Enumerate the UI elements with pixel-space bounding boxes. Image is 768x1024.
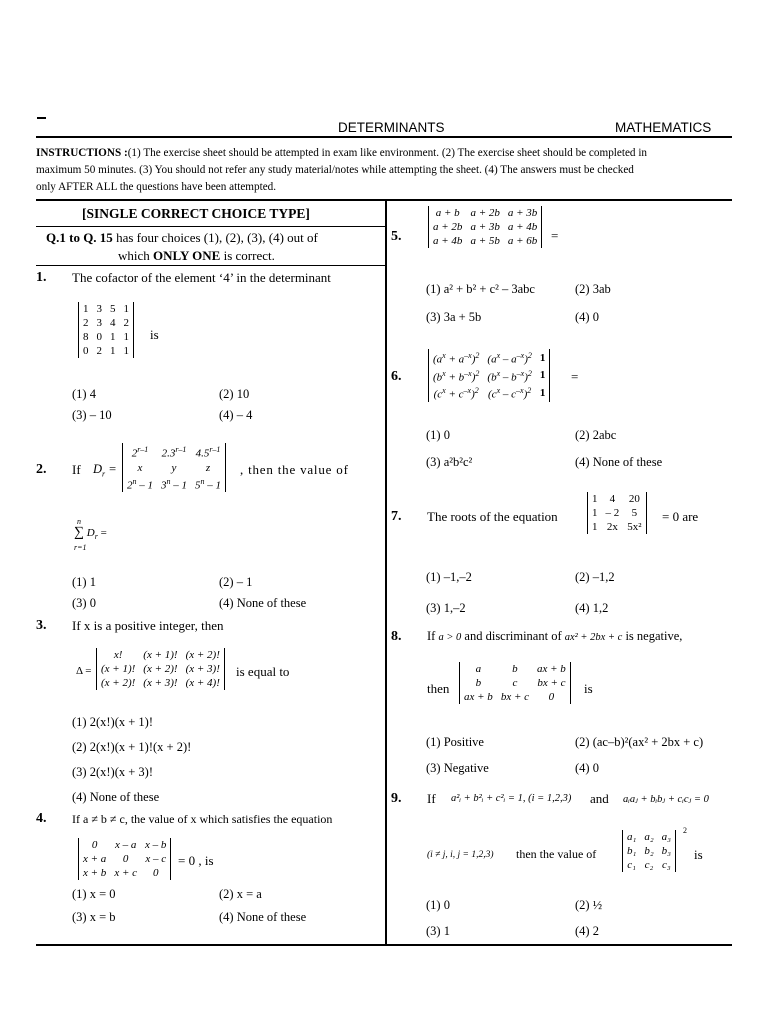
q7-suffix: = 0 are: [662, 509, 699, 524]
matrix-cell: a₃: [661, 831, 671, 843]
matrix-cell: 1: [110, 345, 116, 357]
q4-number: 4.: [36, 811, 47, 826]
q6-suffix: =: [571, 369, 579, 384]
q9-number: 9.: [391, 791, 402, 806]
matrix-cell: a: [475, 663, 482, 675]
q3-text: If x is a positive integer, then: [72, 618, 224, 633]
q3-suffix: is equal to: [236, 664, 290, 679]
matrix-cell: 1: [123, 331, 129, 343]
q8-suffix: is: [584, 681, 593, 696]
matrix-cell: 2$^n$ – 1: [127, 476, 153, 492]
matrix-cell: x + c: [114, 867, 137, 879]
matrix-cell: ax + b: [537, 663, 566, 675]
q7-text: The roots of the equation: [427, 509, 558, 524]
matrix-cell: 1: [123, 303, 129, 315]
matrix-cell: 5: [631, 507, 638, 519]
matrix-cell: z: [205, 461, 211, 474]
header-subject: MATHEMATICS: [615, 120, 712, 135]
q8-option-4[interactable]: (4) 0: [575, 761, 599, 775]
q9-text: then the value of: [516, 847, 597, 861]
q2-option-1[interactable]: (1) 1: [72, 575, 96, 589]
q9-and: and: [590, 791, 609, 806]
page-bottom-rule: [36, 944, 732, 946]
matrix-cell: bx + c: [537, 677, 566, 689]
matrix-cell: 1: [592, 507, 598, 519]
q7-option-2[interactable]: (2) –1,2: [575, 570, 615, 584]
matrix-cell: 8: [83, 331, 89, 343]
q3-option-3[interactable]: (3) 2(x!)(x + 3)!: [72, 765, 153, 779]
q9-condition-2: aᵢaⱼ + bᵢbⱼ + cᵢcⱼ = 0: [623, 794, 709, 805]
matrix-cell: (x + 2)!: [143, 663, 178, 675]
q2-determinant: [122, 443, 226, 492]
q8-option-1[interactable]: (1) Positive: [426, 735, 484, 749]
matrix-cell: y: [171, 461, 177, 474]
matrix-cell: b₃: [661, 845, 671, 857]
matrix-cell: a₂: [644, 831, 654, 843]
header-topic: DETERMINANTS: [338, 120, 445, 135]
matrix-cell: (x + 3)!: [143, 677, 178, 689]
matrix-cell: bx + c: [500, 691, 529, 703]
matrix-cell: 1: [83, 303, 89, 315]
matrix-cell: 2$^{r-1}$: [131, 445, 149, 460]
q8-then: then: [427, 681, 450, 696]
column-divider: [385, 199, 387, 944]
q9-condition-1: a²ᵢ + b²ᵢ + c²ᵢ = 1, (i = 1,2,3): [451, 793, 572, 804]
matrix-cell: x – c: [145, 853, 167, 865]
matrix-cell: (x + 1)!: [143, 649, 178, 661]
q3-option-1[interactable]: (1) 2(x!)(x + 1)!: [72, 715, 153, 729]
matrix-cell: 0: [548, 691, 555, 703]
q4-suffix: = 0 , is: [178, 853, 214, 868]
matrix-cell: a + 6b: [507, 235, 538, 247]
q9-option-2[interactable]: (2) ½: [575, 898, 603, 912]
section-top-rule: [36, 199, 732, 201]
matrix-cell: – 2: [605, 507, 620, 519]
matrix-cell: 4: [609, 493, 616, 505]
q4-option-2[interactable]: (2) x = a: [219, 887, 262, 901]
matrix-cell: a + 3b: [507, 207, 538, 219]
q2-sum: n ∑ $D_r$ = r=1: [74, 517, 107, 553]
q6-determinant: $(a^x + a^{-x})^2$ $(a^x - a^{-x})^2$ 1 $(b^x + b^{-x})^2$ $(b^x - b^{-x})^2$ 1 $(c^x + c^{-x})^2$ $(c^x - c^{-x})^2$ 1: [428, 349, 550, 402]
matrix-cell: c: [512, 677, 518, 689]
matrix-cell: a + 2b: [470, 207, 500, 219]
q9-option-3[interactable]: (3) 1: [426, 924, 450, 938]
q4-option-1[interactable]: (1) x = 0: [72, 887, 116, 901]
q1-determinant: [78, 302, 134, 358]
matrix-cell: x – b: [145, 839, 167, 851]
q2-option-2[interactable]: (2) – 1: [219, 575, 253, 589]
q9-suffix: is: [694, 847, 703, 862]
matrix-cell: x – a: [114, 839, 137, 851]
matrix-cell: 5x²: [627, 521, 642, 533]
q7-option-4[interactable]: (4) 1,2: [575, 601, 609, 615]
matrix-cell: 0: [91, 839, 98, 851]
q9-determinant: [622, 830, 676, 872]
matrix-cell: b₂: [644, 845, 654, 857]
matrix-cell: 2.3$^{r-1}$: [161, 445, 187, 460]
q2-number: 2.: [36, 462, 47, 477]
matrix-cell: 0: [96, 331, 102, 343]
matrix-cell: x!: [113, 649, 123, 661]
q2-lhs: $D_r$ =: [93, 462, 117, 479]
matrix-cell: 0: [122, 853, 129, 865]
q4-option-3[interactable]: (3) x = b: [72, 910, 116, 924]
matrix-cell: 4.5$^{r-1}$: [195, 445, 221, 460]
matrix-cell: 20: [628, 493, 640, 505]
instructions: INSTRUCTIONS :(1) The exercise sheet should be attempted in exam like environment. (2) The exercise sheet should be completed in maximum 50 minutes. (3) You should not refer any study material/notes while attempting the sheet. (4) The answers must be checked only AFTER ALL the questions have been attempted.: [36, 147, 648, 193]
matrix-cell: ax + b: [464, 691, 493, 703]
q5-option-3[interactable]: (3) 3a + 5b: [426, 310, 482, 324]
instructions-label: INSTRUCTIONS :: [36, 147, 128, 159]
matrix-cell: a + 4b: [433, 235, 463, 247]
q7-determinant: [587, 492, 647, 534]
header-rule: [36, 136, 732, 138]
matrix-cell: 1: [592, 521, 598, 533]
q3-determinant: [96, 648, 225, 690]
q4-determinant: [78, 838, 171, 880]
matrix-cell: (x + 2)!: [101, 677, 136, 689]
q6-option-3[interactable]: (3) a²b²c²: [426, 455, 473, 469]
q6-number: 6.: [391, 369, 402, 384]
q1-text: The cofactor of the element ‘4’ in the determinant: [72, 270, 331, 285]
q5-number: 5.: [391, 229, 402, 244]
q5-option-2[interactable]: (2) 3ab: [575, 282, 611, 296]
matrix-cell: (x + 2)!: [185, 649, 220, 661]
q8-number: 8.: [391, 629, 402, 644]
q4-option-4[interactable]: (4) None of these: [219, 910, 307, 924]
section-title-rule: [36, 226, 386, 227]
matrix-cell: 3: [96, 303, 102, 315]
q4-text: If a ≠ b ≠ c, the value of x which satisfies the equation: [72, 812, 333, 826]
corner-mark: [37, 117, 46, 119]
q1-option-1[interactable]: (1) 4: [72, 387, 96, 401]
q8-determinant: [459, 662, 571, 704]
q1-option-4[interactable]: (4) – 4: [219, 408, 253, 422]
matrix-cell: a₁: [627, 831, 637, 843]
section-note-rule: [36, 265, 386, 266]
q9-exponent: 2: [683, 826, 687, 835]
matrix-cell: 5: [110, 303, 116, 315]
matrix-cell: (x + 4)!: [185, 677, 220, 689]
q8-option-2[interactable]: (2) (ac–b)²(ax² + 2bx + c): [575, 735, 704, 749]
q9-condition-3: (i ≠ j, i, j = 1,2,3): [427, 850, 494, 860]
matrix-cell: 3$^n$ – 1: [161, 476, 187, 492]
matrix-cell: 2: [96, 345, 102, 357]
q6-option-1[interactable]: (1) 0: [426, 428, 450, 442]
matrix-cell: 0: [152, 867, 159, 879]
q5-suffix: =: [551, 228, 559, 243]
matrix-cell: x: [137, 461, 143, 474]
section-note-line1: Q.1 to Q. 15 has four choices (1), (2), (3), (4) out of: [46, 230, 318, 245]
matrix-cell: (x + 1)!: [101, 663, 136, 675]
q2-text-after: , then the value of: [240, 462, 349, 477]
q1-option-2[interactable]: (2) 10: [219, 387, 250, 401]
q3-option-4[interactable]: (4) None of these: [72, 790, 160, 804]
matrix-cell: c₂: [644, 859, 654, 871]
matrix-cell: b: [512, 663, 518, 675]
q9-if: If: [427, 791, 436, 806]
matrix-cell: 1: [123, 345, 129, 357]
q7-option-3[interactable]: (3) 1,–2: [426, 601, 466, 615]
matrix-cell: b: [475, 677, 482, 689]
matrix-cell: 5$^n$ – 1: [195, 476, 221, 492]
q2-option-3[interactable]: (3) 0: [72, 596, 96, 610]
section-title: [SINGLE CORRECT CHOICE TYPE]: [82, 206, 310, 221]
q7-number: 7.: [391, 509, 402, 524]
q6-option-2[interactable]: (2) 2abc: [575, 428, 617, 442]
matrix-cell: b₁: [627, 845, 637, 857]
q1-suffix: is: [150, 327, 159, 342]
matrix-cell: a + 4b: [507, 221, 538, 233]
matrix-cell: 3: [96, 317, 102, 329]
matrix-cell: 2: [83, 317, 89, 329]
matrix-cell: x + a: [83, 853, 107, 865]
q8-option-3[interactable]: (3) Negative: [426, 761, 489, 775]
matrix-cell: 4: [110, 317, 116, 329]
q2-if: If: [72, 462, 81, 477]
matrix-cell: a + b: [435, 207, 460, 219]
matrix-cell: (x + 3)!: [185, 663, 220, 675]
matrix-cell: 2x: [606, 521, 618, 533]
matrix-cell: c₃: [661, 859, 671, 871]
matrix-cell: a + 5b: [470, 235, 500, 247]
q3-number: 3.: [36, 618, 47, 633]
q2-option-4[interactable]: (4) None of these: [219, 596, 307, 610]
q3-option-2[interactable]: (2) 2(x!)(x + 1)!(x + 2)!: [72, 740, 192, 754]
q6-option-4[interactable]: (4) None of these: [575, 455, 663, 469]
matrix-cell: 1: [592, 493, 598, 505]
q7-option-1[interactable]: (1) –1,–2: [426, 570, 472, 584]
q5-determinant: [428, 206, 542, 248]
matrix-cell: 1: [110, 331, 116, 343]
q5-option-4[interactable]: (4) 0: [575, 310, 599, 324]
q8-text: If a > 0 and discriminant of ax² + 2bx + c is negative,: [427, 629, 683, 643]
q1-option-3[interactable]: (3) – 10: [72, 408, 112, 422]
q9-option-1[interactable]: (1) 0: [426, 898, 450, 912]
q3-delta: Δ =: [76, 665, 92, 677]
matrix-cell: x + b: [83, 867, 107, 879]
q1-number: 1.: [36, 270, 47, 285]
q9-option-4[interactable]: (4) 2: [575, 924, 599, 938]
matrix-cell: c₁: [627, 859, 637, 871]
section-note-line2: which ONLY ONE is correct.: [118, 248, 275, 263]
matrix-cell: a + 3b: [470, 221, 500, 233]
matrix-cell: a + 2b: [433, 221, 463, 233]
q5-option-1[interactable]: (1) a² + b² + c² – 3abc: [426, 282, 535, 296]
matrix-cell: 2: [123, 317, 129, 329]
matrix-cell: 0: [83, 345, 89, 357]
